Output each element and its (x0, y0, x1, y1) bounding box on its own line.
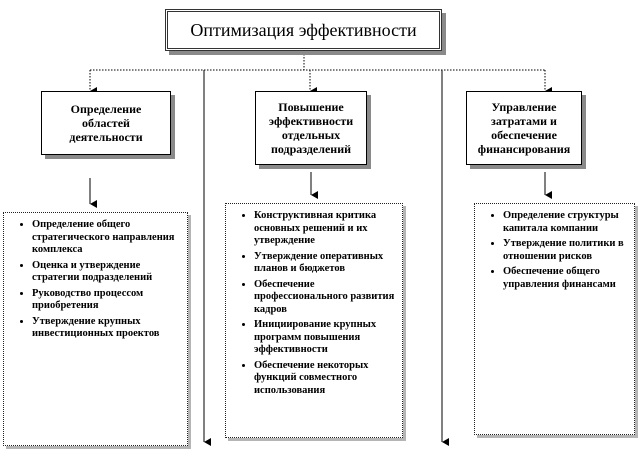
list-1 (8, 219, 183, 341)
list-item: • Обеспечение общего управления финансами (503, 266, 630, 291)
list-item: • Утверждение крупных инвестиционных проектов (32, 316, 183, 341)
header-box-2 (255, 91, 367, 165)
diagram-title-box (165, 9, 442, 51)
list-item: • Конструктивная критика основных решений и их утверждение (254, 210, 398, 248)
list-item: • Оценка и утверждение стратегии подразделений (32, 260, 183, 285)
list-item: • Определение структуры капитала компании (503, 210, 630, 235)
list-item: • Определение общего стратегического направления комплекса (32, 219, 183, 257)
header-1-text: Определение областей деятельности (69, 102, 143, 144)
list-item: • Обеспечение профессионального развития кадров (254, 279, 398, 317)
list-box-1 (3, 212, 188, 446)
list-item: • Утверждение политики в отношении рисков (503, 238, 630, 263)
diagram-title: Оптимизация эффективности (190, 19, 417, 40)
list-box-3 (474, 203, 635, 435)
list-3 (479, 210, 630, 291)
header-box-1 (41, 91, 171, 155)
header-2-text: Повышение эффективности отдельных подразделений (268, 100, 354, 156)
list-item: • Инициирование крупных программ повышения эффективности (254, 319, 398, 357)
list-2 (230, 210, 398, 397)
list-box-2 (225, 203, 403, 438)
header-box-3 (466, 91, 582, 165)
list-item: • Руководство процессом приобретения (32, 288, 183, 313)
header-3-text: Управление затратами и обеспечение финансирования (477, 100, 571, 156)
list-item: • Обеспечение некоторых функций совместного использования (254, 360, 398, 398)
list-item: • Утверждение оперативных планов и бюджетов (254, 251, 398, 276)
